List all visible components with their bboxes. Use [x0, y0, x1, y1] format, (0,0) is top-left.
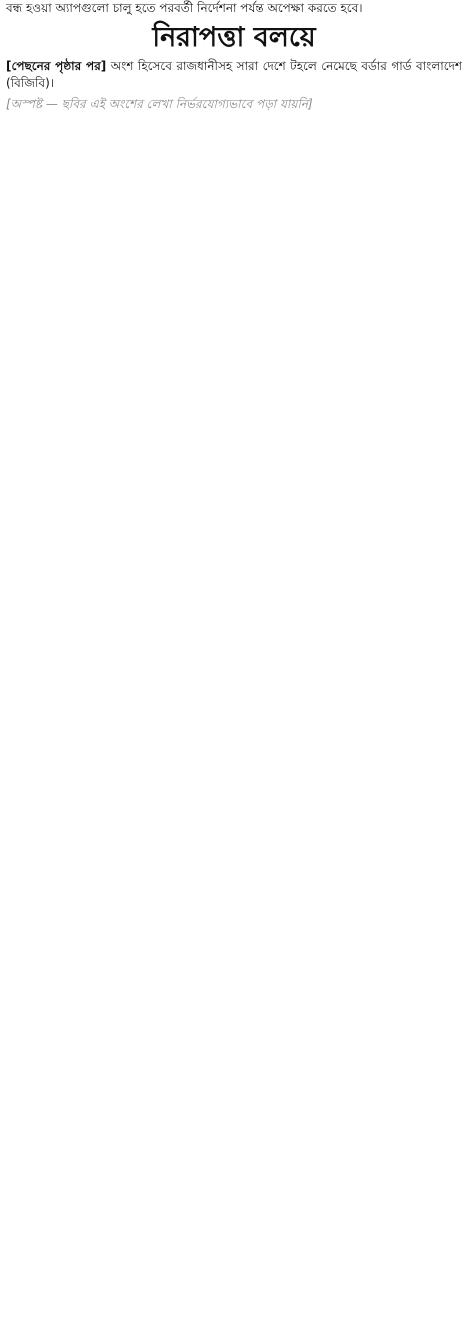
paragraph-text: অংশ হিসেবে রাজধানীসহ সারা দেশে টহলে নেমেছে বর্ডার গার্ড বাংলাদেশ (বিজিবি)। [6, 59, 462, 90]
article-paragraph [6, 58, 462, 92]
article-body [6, 58, 462, 116]
article-paragraph [6, 96, 462, 113]
continuation-marker: [পেছনের পৃষ্ঠার পর] [6, 59, 107, 73]
paragraph-text: [অস্পষ্ট — ছবির এই অংশের লেখা নির্ভরযোগ্যভাবে পড়া যায়নি] [6, 96, 313, 111]
headline: নিরাপত্তা বলয়ে [152, 22, 316, 53]
carryover-line: বন্ধ হওয়া অ্যাপগুলো চালু হতে পরবর্তী নির্দেশনা পর্যন্ত অপেক্ষা করতে হবে। [6, 1, 363, 15]
